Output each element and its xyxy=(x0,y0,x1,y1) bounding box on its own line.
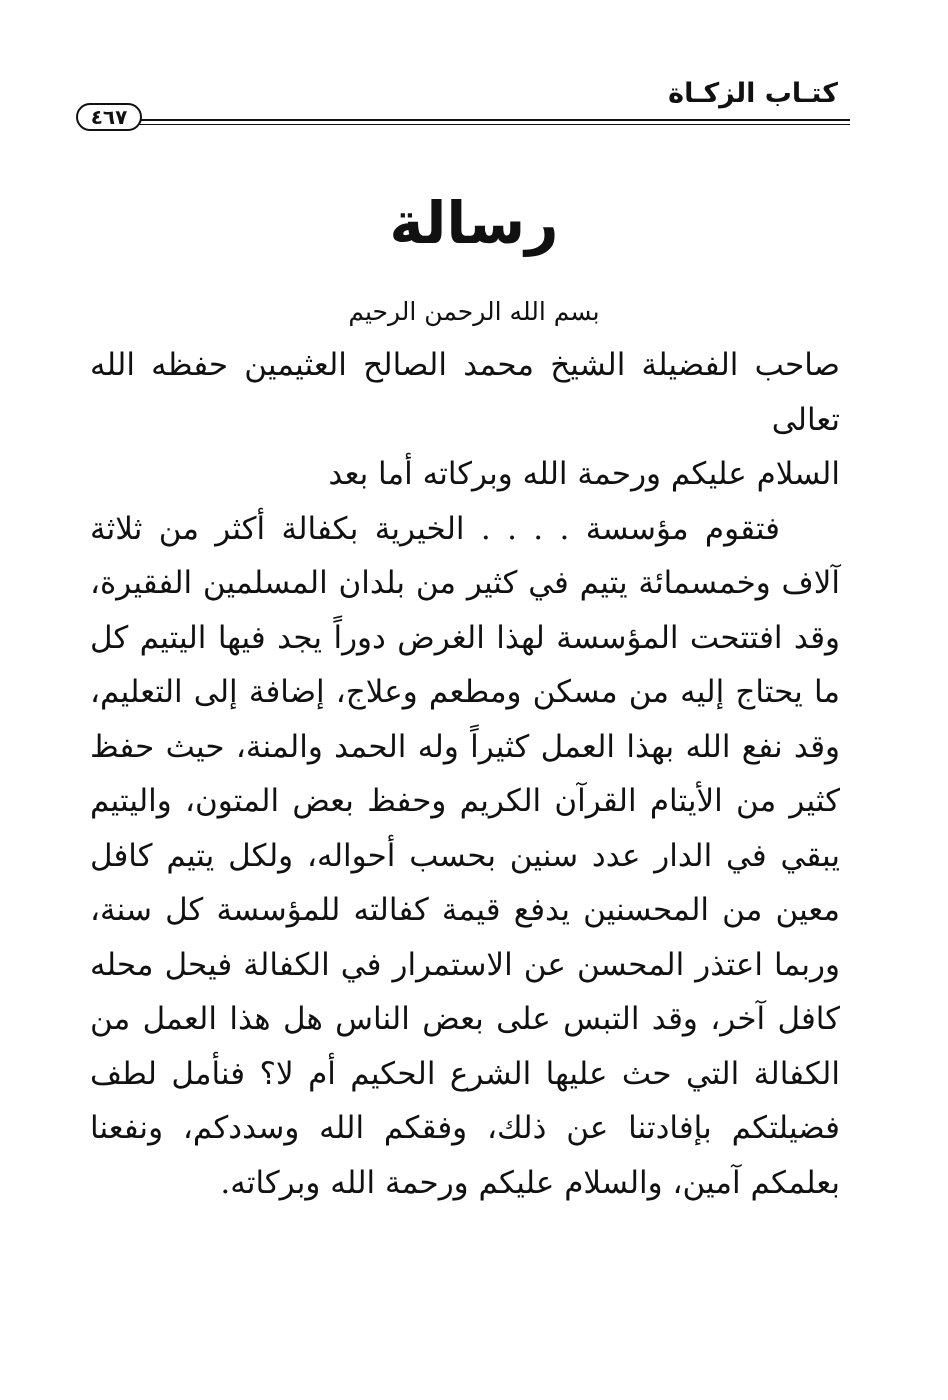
greeting-line: السلام عليكم ورحمة الله وبركاته أما بعد xyxy=(328,456,840,492)
page-number-badge: ٤٦٧ xyxy=(76,103,142,131)
letter-body xyxy=(90,338,840,1210)
running-header-title: كتـاب الزكـاة xyxy=(668,78,838,109)
letter-paragraph: فتقوم مؤسسة . . . . الخيرية بكفالة أكثر من ثلاثة آلاف وخمسمائة يتيم في كثير من بلدان المسلمين الفقيرة، وقد افتتحت المؤسسة لهذا الغرض دوراً يجد فيها اليتيم كل ما يحتاج إليه من مسكن ومطعم وعلاج، إضافة إلى التعليم، وقد نفع الله بهذا العمل كثيراً وله الحمد والمنة، حيث حفظ كثير من الأيتام القرآن الكريم وحفظ بعض المتون، واليتيم يبقي في الدار عدد سنين بحسب أحواله، ولكل يتيم كافل معين من المحسنين يدفع قيمة كفالته للمؤسسة كل سنة، وربما اعتذر المحسن عن الاستمرار في الكفالة فيحل محله كافل آخر، وقد التبس على بعض الناس هل هذا العمل من الكفالة التي حث عليها الشرع الحكيم أم لا؟ فنأمل لطف فضيلتكم بإفادتنا عن ذلك، وفقكم الله وسددكم، ونفعنا بعلمكم آمين، والسلام عليكم ورحمة الله وبركاته. xyxy=(90,510,841,1201)
document-title: رسالة xyxy=(389,189,559,257)
header-divider xyxy=(124,119,850,125)
addressee-line: صاحب الفضيلة الشيخ محمد الصالح العثيمين حفظه الله تعالى xyxy=(90,347,840,438)
basmala-line: بسم الله الرحمن الرحيم xyxy=(348,297,600,326)
